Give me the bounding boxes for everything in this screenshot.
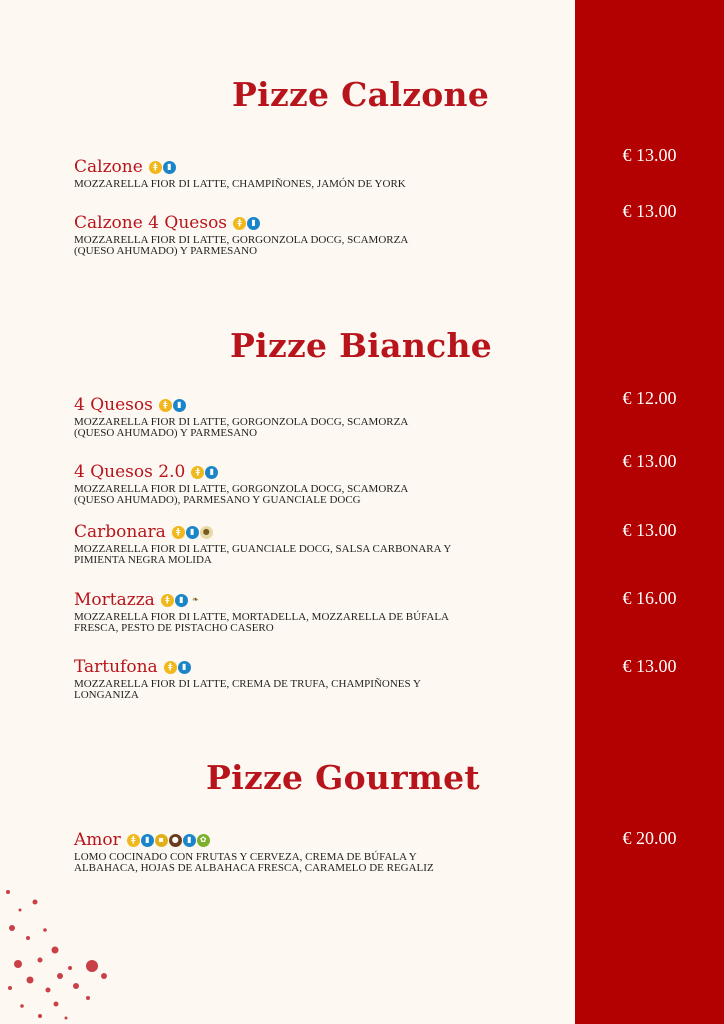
- item-description: [74, 679, 544, 701]
- desc-line: PIMIENTA NEGRA MOLIDA: [74, 554, 212, 566]
- soy-icon: ●: [169, 834, 182, 847]
- item-name: Calzone: [74, 157, 143, 177]
- section-title-gourmet: Pizze Gourmet: [206, 758, 480, 797]
- egg-icon: ●: [200, 526, 213, 539]
- item-name: Amor: [74, 830, 121, 850]
- item-name: 4 Quesos 2.0: [74, 462, 186, 482]
- gluten-icon: ǂ: [127, 834, 140, 847]
- item-price: € 13.00: [622, 145, 677, 165]
- gluten-icon: ǂ: [164, 661, 177, 674]
- gluten-icon: ǂ: [233, 217, 246, 230]
- lactose-icon: ▮: [247, 217, 260, 230]
- item-description: [74, 852, 544, 874]
- desc-line: LONGANIZA: [74, 689, 139, 701]
- tomato-splatter-decoration: [0, 880, 115, 1024]
- lactose-icon: ▮: [175, 594, 188, 607]
- desc-line: MOZZARELLA FIOR DI LATTE, CHAMPIÑONES, JAMÓN DE YORK: [74, 178, 406, 190]
- item-price: € 13.00: [622, 201, 677, 221]
- menu-item-tartufona: [74, 657, 544, 701]
- gluten-icon: ǂ: [161, 594, 174, 607]
- desc-line: MOZZARELLA FIOR DI LATTE, CREMA DE TRUFA, CHAMPIÑONES Y: [74, 678, 421, 690]
- desc-line: LOMO COCINADO CON FRUTAS Y CERVEZA, CREMA DE BÚFALA Y: [74, 851, 417, 863]
- item-description: [74, 612, 544, 634]
- desc-line: (QUESO AHUMADO) Y PARMESANO: [74, 427, 258, 439]
- gluten-icon: ǂ: [191, 466, 204, 479]
- item-price: € 13.00: [622, 656, 677, 676]
- item-name: Tartufona: [74, 657, 158, 677]
- desc-line: MOZZARELLA FIOR DI LATTE, GUANCIALE DOCG, SALSA CARBONARA Y: [74, 543, 452, 555]
- nuts-icon: ❧: [189, 594, 202, 607]
- lactose-icon: ▮: [163, 161, 176, 174]
- item-description: [74, 235, 544, 257]
- item-name: 4 Quesos: [74, 395, 153, 415]
- lactose-icon: ▮: [205, 466, 218, 479]
- item-description: [74, 544, 544, 566]
- menu-item-calzone: [74, 157, 544, 190]
- desc-line: MOZZARELLA FIOR DI LATTE, MORTADELLA, MOZZARELLA DE BÚFALA: [74, 611, 449, 623]
- item-name: Mortazza: [74, 590, 155, 610]
- menu-item-amor: [74, 830, 544, 874]
- mustard-icon: ▪: [155, 834, 168, 847]
- lactose-icon: ▮: [173, 399, 186, 412]
- menu-item-4-quesos-2-0: [74, 462, 544, 506]
- item-price: € 13.00: [622, 451, 677, 471]
- menu-item-4-quesos: [74, 395, 544, 439]
- item-price: € 12.00: [622, 388, 677, 408]
- item-name: Carbonara: [74, 522, 166, 542]
- lactose-icon: ▮: [141, 834, 154, 847]
- menu-item-carbonara: [74, 522, 544, 566]
- item-description: [74, 417, 544, 439]
- menu-item-mortazza: [74, 590, 544, 634]
- item-name: Calzone 4 Quesos: [74, 213, 228, 233]
- item-description: [74, 484, 544, 506]
- section-title-calzone: Pizze Calzone: [232, 75, 490, 114]
- desc-line: (QUESO AHUMADO), PARMESANO Y GUANCIALE DOCG: [74, 494, 361, 506]
- desc-line: MOZZARELLA FIOR DI LATTE, GORGONZOLA DOCG, SCAMORZA: [74, 234, 409, 246]
- lactose-icon: ▮: [186, 526, 199, 539]
- menu-item-calzone-4-quesos: [74, 213, 544, 257]
- desc-line: MOZZARELLA FIOR DI LATTE, GORGONZOLA DOCG, SCAMORZA: [74, 483, 409, 495]
- desc-line: ALBAHACA, HOJAS DE ALBAHACA FRESCA, CARAMELO DE REGALIZ: [74, 862, 434, 874]
- item-price: € 16.00: [622, 588, 677, 608]
- item-price: € 13.00: [622, 520, 677, 540]
- sulphite-icon: ▮: [183, 834, 196, 847]
- gluten-icon: ǂ: [159, 399, 172, 412]
- item-price: € 20.00: [622, 828, 677, 848]
- lactose-icon: ▮: [178, 661, 191, 674]
- desc-line: (QUESO AHUMADO) Y PARMESANO: [74, 245, 258, 257]
- gluten-icon: ǂ: [149, 161, 162, 174]
- celery-icon: ✿: [197, 834, 210, 847]
- section-title-bianche: Pizze Bianche: [230, 326, 493, 365]
- item-description: [74, 179, 544, 190]
- desc-line: MOZZARELLA FIOR DI LATTE, GORGONZOLA DOCG, SCAMORZA: [74, 416, 409, 428]
- desc-line: FRESCA, PESTO DE PISTACHO CASERO: [74, 622, 274, 634]
- gluten-icon: ǂ: [172, 526, 185, 539]
